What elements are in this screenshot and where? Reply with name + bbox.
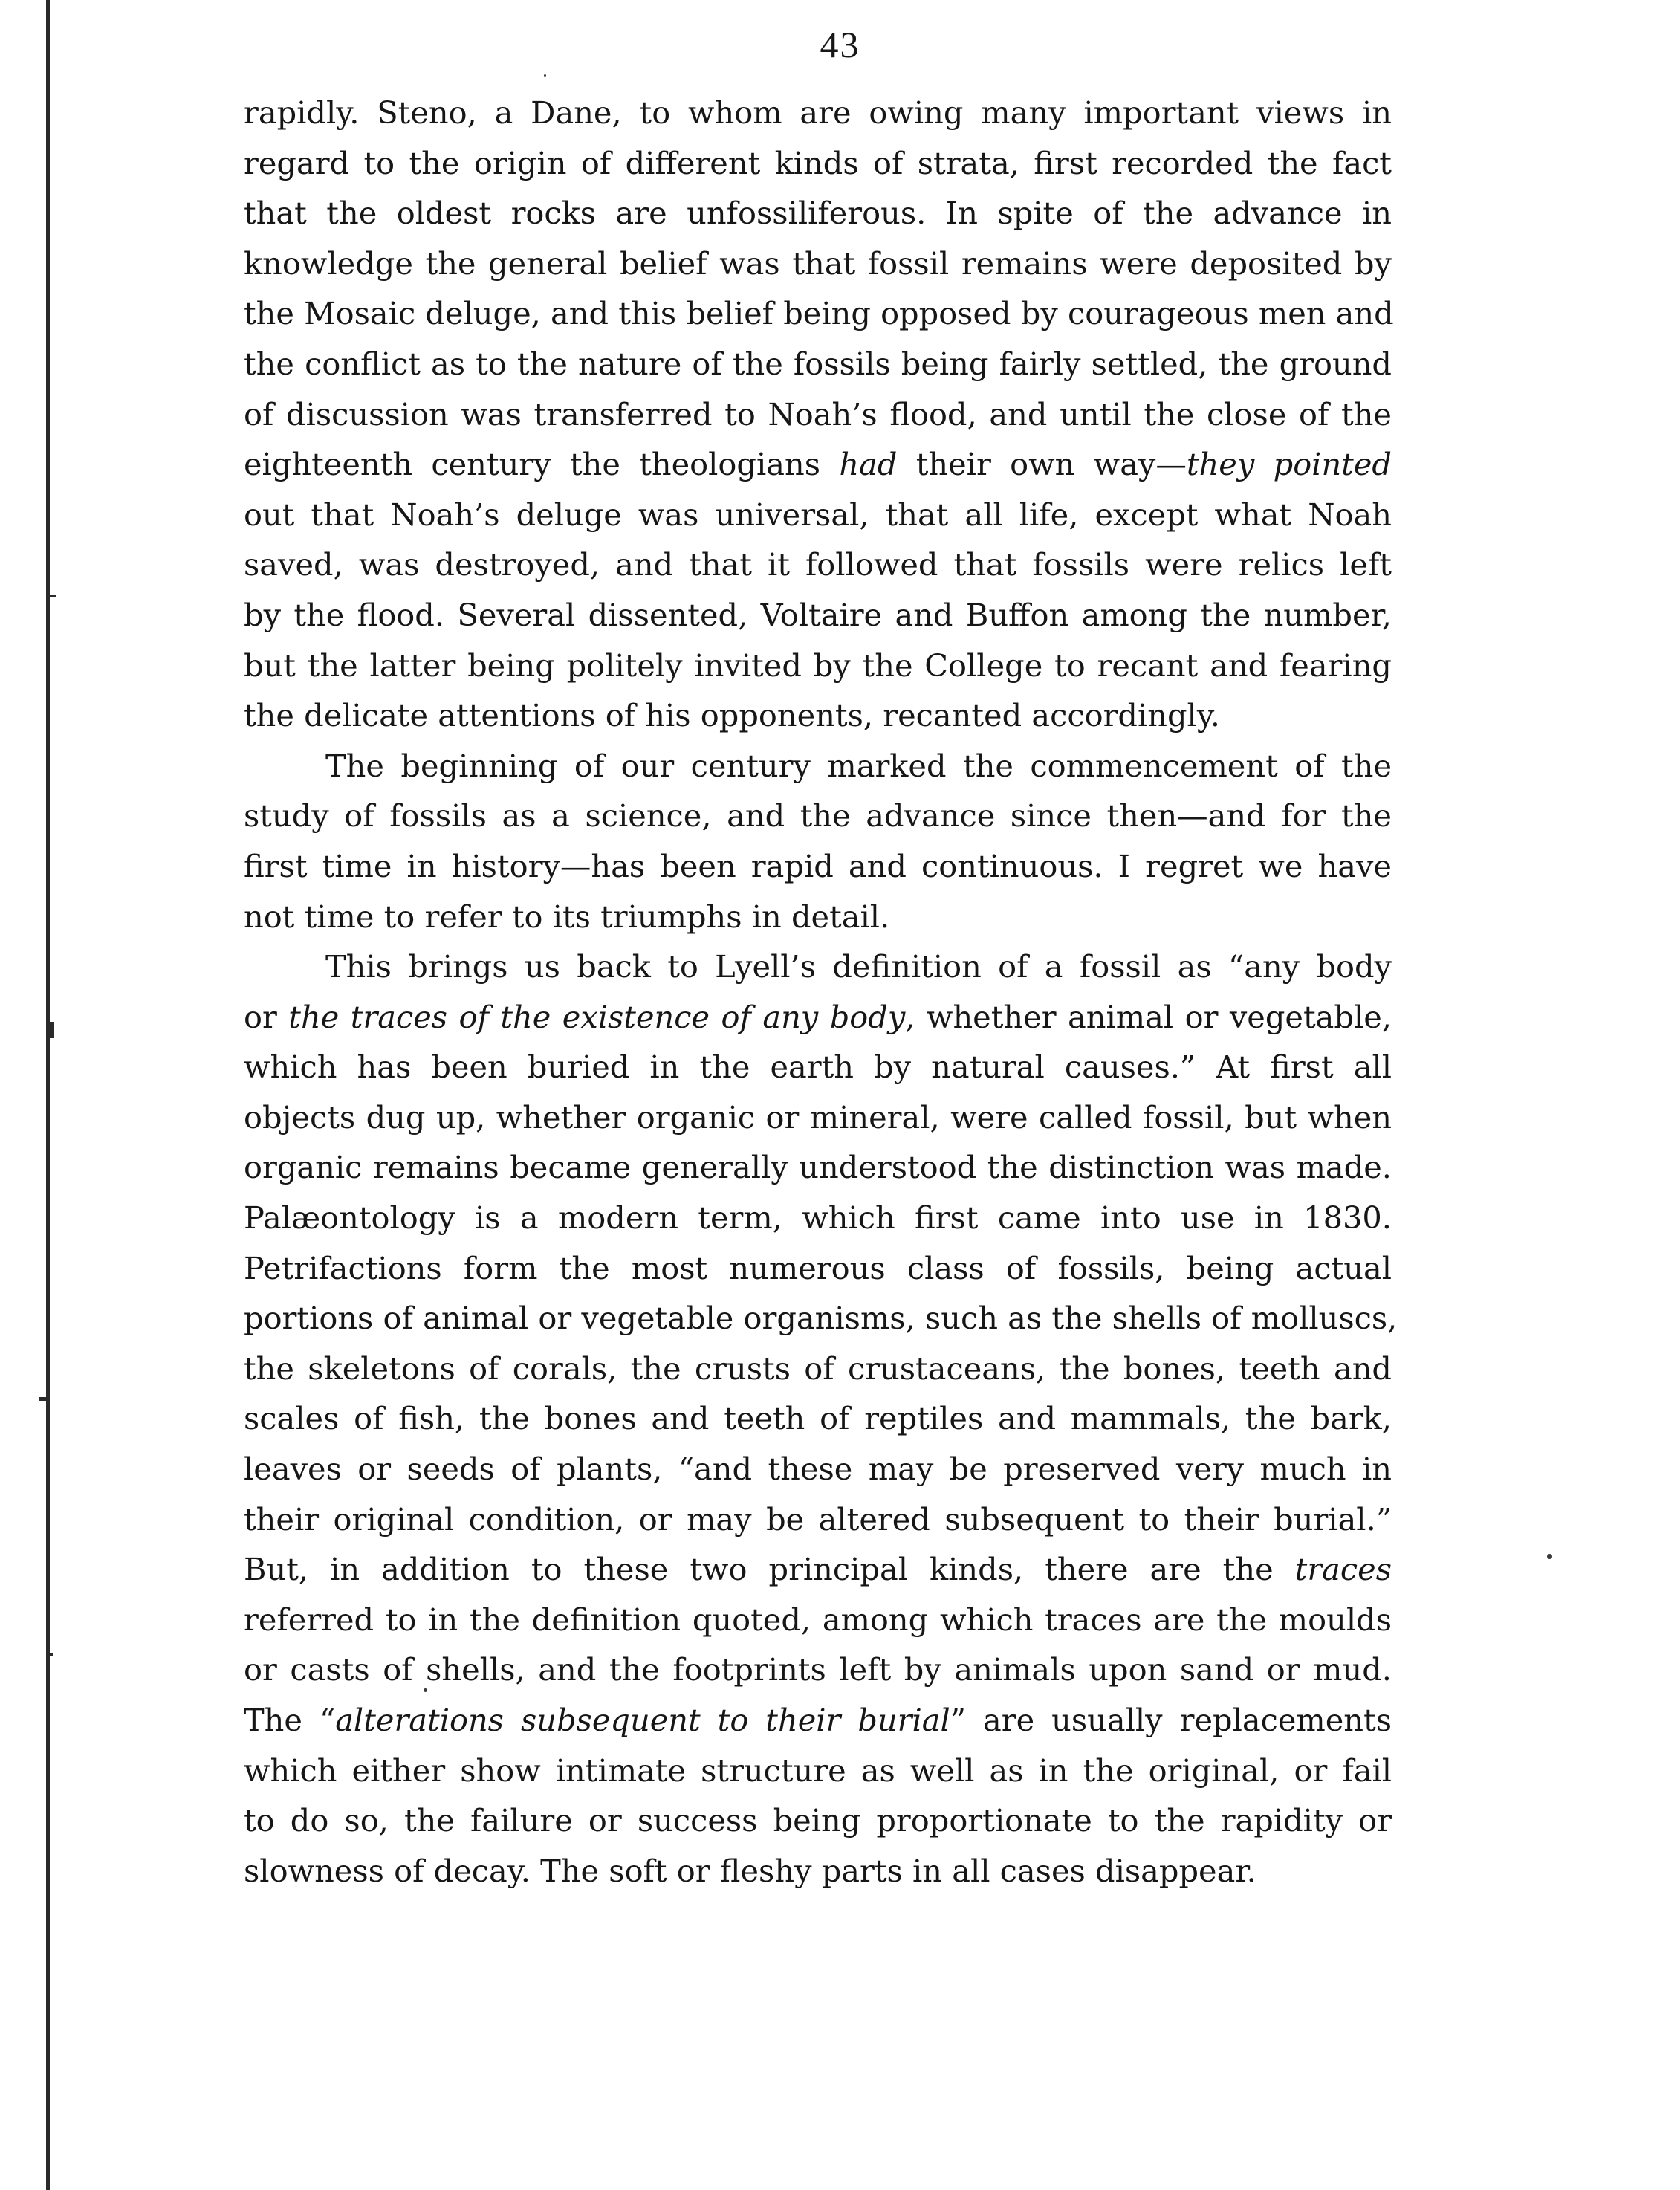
italic-text: they pointed — [1186, 446, 1392, 483]
text-line — [244, 992, 1392, 1043]
text-segment: that the oldest rocks are unfossiliferous. In spite of the advance in — [244, 195, 1392, 232]
text-line — [244, 1344, 1392, 1394]
text-line — [244, 841, 1392, 892]
text-line — [244, 1142, 1392, 1193]
text-segment: their own way— — [897, 446, 1187, 483]
text-segment: organic remains became generally understood the distinction was made. — [244, 1149, 1392, 1186]
text-segment: their original condition, or may be altered subsequent to their burial.” — [244, 1500, 1392, 1538]
text-line — [244, 942, 1392, 992]
text-line — [244, 590, 1392, 641]
text-line — [244, 1544, 1392, 1595]
text-line — [244, 1494, 1392, 1545]
text-segment: portions of animal or vegetable organisms, such as the shells of molluscs, — [244, 1300, 1398, 1337]
text-line — [244, 641, 1392, 691]
text-segment: study of fossils as a science, and the advance since then—and for the — [244, 797, 1392, 835]
text-line — [244, 1595, 1392, 1645]
text-line — [244, 892, 1392, 942]
text-line — [244, 1393, 1392, 1444]
text-segment: the delicate attentions of his opponents, recanted accordingly. — [244, 697, 1220, 734]
binding-edge-mark — [49, 595, 56, 597]
text-segment: not time to refer to its triumphs in detail. — [244, 898, 890, 935]
text-line — [244, 1695, 1392, 1746]
text-segment: Palæontology is a modern term, which first came into use in 1830. — [244, 1199, 1392, 1237]
text-line — [244, 1444, 1392, 1494]
ink-speck — [1547, 1554, 1552, 1559]
text-line — [244, 138, 1392, 189]
text-segment: scales of fish, the bones and teeth of reptiles and mammals, the bark, — [244, 1400, 1392, 1437]
text-segment: referred to in the definition quoted, among which traces are the moulds — [244, 1601, 1392, 1638]
text-line — [244, 1042, 1392, 1092]
text-segment: by the flood. Several dissented, Voltaire and Buffon among the number, — [244, 596, 1392, 633]
text-line — [244, 1193, 1392, 1243]
italic-text: had — [839, 446, 898, 483]
text-segment: out that Noah’s deluge was universal, that all life, except what Noah — [244, 496, 1392, 533]
text-segment: Petrifactions form the most numerous class of fossils, being actual — [244, 1249, 1392, 1286]
text-segment: eighteenth century the theologians — [244, 446, 840, 483]
italic-text: traces — [1294, 1551, 1392, 1588]
text-line — [244, 791, 1392, 841]
text-line — [244, 741, 1392, 791]
text-segment: This brings us back to Lyell’s definition of a fossil as “any body — [325, 948, 1392, 985]
text-segment: which has been buried in the earth by natural causes.” At first all — [244, 1049, 1392, 1086]
text-line — [244, 1092, 1392, 1143]
text-line — [244, 1645, 1392, 1695]
text-line — [244, 439, 1392, 490]
text-segment: leaves or seeds of plants, “and these may be preserved very much in — [244, 1451, 1392, 1488]
text-segment: The beginning of our century marked the commencement of the — [325, 747, 1392, 784]
text-segment: to do so, the failure or success being proportionate to the rapidity or — [244, 1802, 1392, 1839]
text-segment: or — [244, 998, 289, 1035]
text-segment: the Mosaic deluge, and this belief being opposed by courageous men and — [244, 295, 1394, 332]
text-segment: which either show intimate structure as well as in the original, or fail — [244, 1752, 1392, 1789]
text-line — [244, 188, 1392, 239]
text-segment: The “ — [244, 1702, 336, 1738]
text-segment: objects dug up, whether organic or mineral, were called fossil, but when — [244, 1098, 1392, 1136]
page-number: 43 — [820, 24, 860, 65]
text-segment: regard to the origin of different kinds of strata, first recorded the fact — [244, 144, 1392, 181]
text-segment: first time in history—has been rapid and continuous. I regret we have — [244, 847, 1392, 884]
binding-edge-mark — [49, 1022, 54, 1038]
text-line — [244, 1846, 1392, 1896]
text-line — [244, 1293, 1398, 1344]
text-line — [244, 288, 1392, 339]
text-line — [244, 1795, 1392, 1846]
italic-text: alterations subsequent to their burial — [335, 1702, 950, 1738]
ink-speck — [544, 74, 546, 77]
italic-text: the traces of the existence of any body — [288, 998, 906, 1035]
text-segment: ” are usually replacements — [950, 1702, 1392, 1738]
text-line — [244, 690, 1392, 741]
binding-edge-rule — [46, 0, 50, 2190]
text-line — [244, 339, 1392, 389]
text-line — [244, 490, 1392, 540]
text-line — [244, 239, 1392, 289]
text-line — [244, 540, 1392, 590]
text-segment: saved, was destroyed, and that it followed that fossils were relics left — [244, 546, 1392, 583]
text-segment: rapidly. Steno, a Dane, to whom are owing many important views in — [244, 94, 1392, 131]
text-segment: , whether animal or vegetable, — [905, 998, 1392, 1035]
text-line — [244, 88, 1392, 138]
text-segment: the conflict as to the nature of the fossils being fairly settled, the ground — [244, 345, 1392, 382]
text-segment: slowness of decay. The soft or fleshy parts in all cases disappear. — [244, 1852, 1256, 1889]
text-line — [244, 1243, 1392, 1294]
text-line — [244, 1746, 1392, 1796]
text-line — [244, 389, 1392, 440]
text-segment: the skeletons of corals, the crusts of crustaceans, the bones, teeth and — [244, 1350, 1392, 1387]
text-segment: or casts of shells, and the footprints left by animals upon sand or mud. — [244, 1651, 1392, 1688]
text-segment: but the latter being politely invited by the College to recant and fearing — [244, 647, 1392, 684]
text-segment: of discussion was transferred to Noah’s flood, and until the close of the — [244, 395, 1392, 433]
binding-edge-mark — [46, 1653, 53, 1656]
text-segment: But, in addition to these two principal kinds, there are the — [244, 1551, 1295, 1588]
body-text — [244, 88, 1398, 1896]
binding-edge-mark — [39, 1397, 48, 1401]
text-segment: knowledge the general belief was that fossil remains were deposited by — [244, 244, 1392, 282]
